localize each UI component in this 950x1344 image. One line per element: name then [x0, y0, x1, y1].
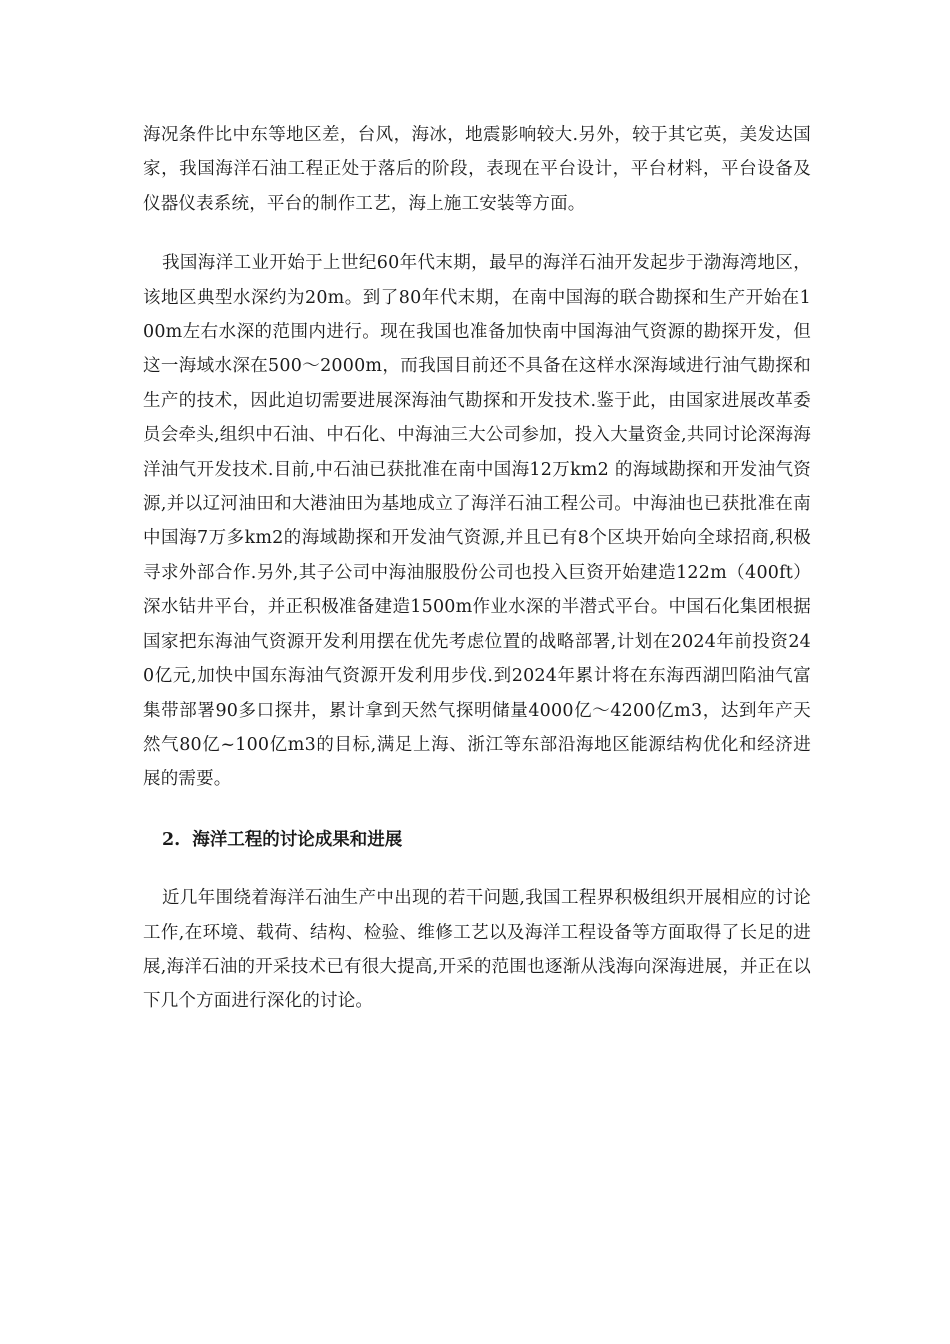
- paragraph-offshore-conditions: 海况条件比中东等地区差，台风，海冰，地震影响较大.另外，较于其它英，美发达国家，我国海洋石油工程正处于落后的阶段，表现在平台设计，平台材料，平台设备及仪器仪表系统，平台的制作工艺，海上施工安装等方面。: [143, 125, 811, 214]
- document-page: [143, 118, 811, 1019]
- section-heading: [143, 823, 811, 857]
- paragraph-offshore-industry-history: 我国海洋工业开始于上世纪60年代末期，最早的海洋石油开发起步于渤海湾地区，该地区典型水深约为20m。到了80年代末期，在南中国海的联合勘探和生产开始在100m左右水深的范围内进行。现在我国也准备加快南中国海油气资源的勘探开发，但这一海域水深在500～2000m，而我国目前还不具备在这样水深海域进行油气勘探和生产的技术，因此迫切需要进展深海油气勘探和开发技术.鉴于此，由国家进展改革委员会牵头,组织中石油、中石化、中海油三大公司参加，投入大量资金,共同讨论深海海洋油气开发技术.目前,中石油已获批准在南中国海12万km2 的海域勘探和开发油气资源,并以辽河油田和大港油田为基地成立了海洋石油工程公司。中海油也已获批准在南中国海7万多km2的海域勘探和开发油气资源,并且已有8个区块开始向全球招商,积极寻求外部合作.另外,其子公司中海油服股份公司也投入巨资开始建造122m（400ft）深水钻井平台，并正积极准备建造1500m作业水深的半潜式平台。中国石化集团根据国家把东海油气资源开发利用摆在优先考虑位置的战略部署,计划在2024年前投资240亿元,加快中国东海油气资源开发利用步伐.到2024年累计将在东海西湖凹陷油气富集带部署90多口探井，累计拿到天然气探明储量4000亿～4200亿m3，达到年产天然气80亿~100亿m3的目标,满足上海、浙江等东部沿海地区能源结构优化和经济进展的需要。: [143, 253, 811, 790]
- section-number: 2.: [162, 829, 181, 850]
- section-title: 海洋工程的讨论成果和进展: [192, 829, 403, 850]
- paragraph-research-progress: 近几年围绕着海洋石油生产中出现的若干问题,我国工程界积极组织开展相应的讨论工作,在环境、载荷、结构、检验、维修工艺以及海洋工程设备等方面取得了长足的进展,海洋石油的开采技术已有很大提高,开采的范围也逐渐从浅海向深海进展，并正在以下几个方面进行深化的讨论。: [143, 888, 811, 1012]
